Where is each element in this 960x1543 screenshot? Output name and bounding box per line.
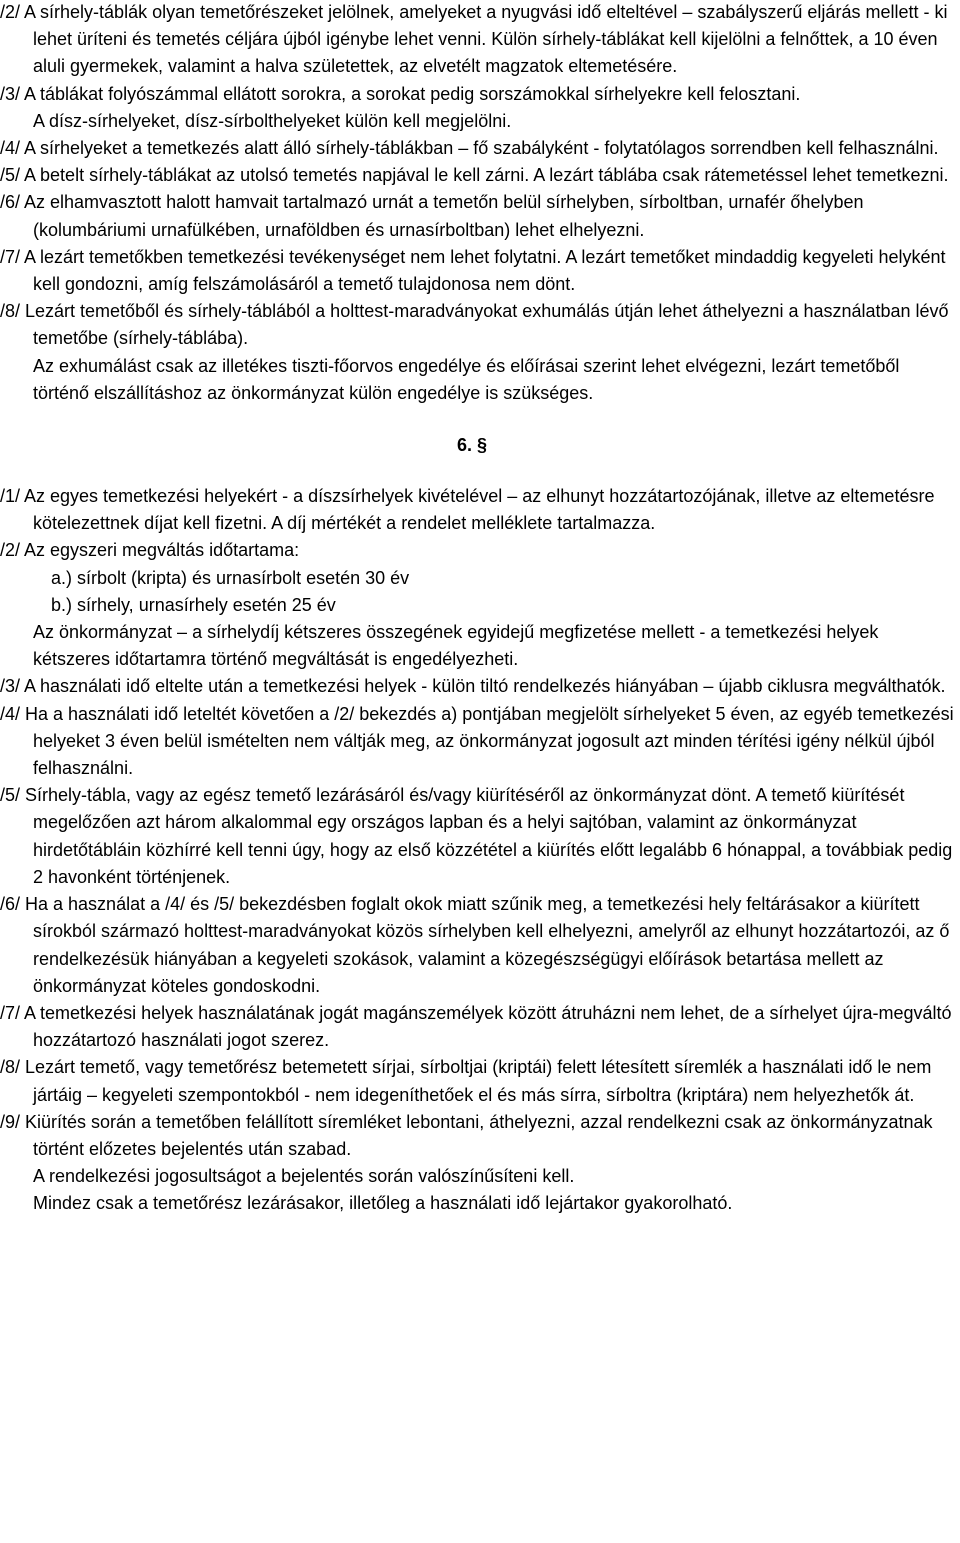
- section-paragraph-9-cont-1: A rendelkezési jogosultságot a bejelentés során valószínűsíteni kell.: [33, 1166, 575, 1187]
- paragraph-7: /7/ A lezárt temetőkben temetkezési tevékenységet nem lehet folytatni. A lezárt temetőket mindaddig kegyeleti helyként kell gondozni, amíg felszámolásáról a temető tulajdonosa nem dönt.: [0, 246, 946, 295]
- section-paragraph-4: /4/ Ha a használati idő leteltét követően a /2/ bekezdés a) pontjában megjelölt sírhelyeket 5 éven, az egyéb temetkezési helyeket 3 éven belül ismételten nem váltják meg, az önkormányzat jogosult azt minden térítési igény nélkül újból felhasználni.: [0, 703, 954, 779]
- section-paragraph-7: /7/ A temetkezési helyek használatának jogát magánszemélyek között átruházni nem lehet, de a sírhelyet újra-megváltó hozzátartozó használati jogot szerez.: [0, 1002, 952, 1051]
- section-paragraph-2-cont: Az önkormányzat – a sírhelydíj kétszeres összegének egyidejű megfizetése mellett - a temetkezési helyek kétszeres időtartamra történő megváltását is engedélyezheti.: [33, 622, 879, 670]
- paragraph-8: /8/ Lezárt temetőből és sírhely-táblából a holttest-maradványokat exhumálás útján lehet áthelyezni a használatban lévő temetőbe (sírhely-táblába).: [0, 301, 949, 349]
- section-paragraph-3: /3/ A használati idő eltelte után a temetkezési helyek - külön tiltó rendelkezés hiányában – újabb ciklusra megválthatók.: [0, 676, 946, 697]
- paragraph-4: /4/ A sírhelyeket a temetkezés alatt álló sírhely-táblákban – fő szabályként - folytatólagos sorrendben kell felhasználni.: [0, 138, 939, 159]
- section-paragraph-9-cont-2: Mindez csak a temetőrész lezárásakor, illetőleg a használati idő lejártakor gyakorolható.: [33, 1193, 733, 1214]
- paragraph-6: /6/ Az elhamvasztott halott hamvait tartalmazó urnát a temetőn belül sírhelyben, sírboltban, urnafér őhelyben (kolumbáriumi urnafülkében, urnaföldben és urnasírboltban) lehet elhelyezni.: [0, 192, 864, 240]
- section-heading: 6. §: [457, 435, 488, 456]
- paragraph-8-cont: Az exhumálást csak az illetékes tiszti-főorvos engedélye és előírásai szerint lehet elvégezni, lezárt temetőből történő elszállításhoz az önkormányzat külön engedélye is szükséges.: [33, 355, 900, 403]
- list-item-a: a.) sírbolt (kripta) és urnasírbolt esetén 30 év: [51, 567, 410, 588]
- list-item-b: b.) sírhely, urnasírhely esetén 25 év: [51, 594, 336, 615]
- section-paragraph-8: /8/ Lezárt temető, vagy temetőrész betemetett sírjai, sírboltjai (kriptái) felett létesített síremlék a használati idő le nem jártáig – kegyeleti szempontokból - nem idegeníthetőek el és más sírra, sírboltra (kriptára) nem helyezhetők át.: [0, 1057, 932, 1105]
- section-paragraph-5: /5/ Sírhely-tábla, vagy az egész temető lezárásáról és/vagy kiürítéséről az önkormányzat dönt. A temető kiürítését megelőzően azt három alkalommal egy országos lapban és a helyi sajtóban, valamint az önkormányzat hirdetőtábláin közhírré kell tenni úgy, hogy az első közzététel a kiürítés előtt legalább 6 hónappal, a továbbiak pedig 2 havonként történjenek.: [0, 785, 953, 887]
- section-paragraph-2: /2/ Az egyszeri megváltás időtartama:: [0, 540, 300, 561]
- paragraph-5: /5/ A betelt sírhely-táblákat az utolsó temetés napjával le kell zárni. A lezárt táblába csak rátemetéssel lehet temetkezni.: [0, 165, 949, 186]
- section-paragraph-6: /6/ Ha a használat a /4/ és /5/ bekezdésben foglalt okok miatt szűnik meg, a temetkezési hely feltárásakor a kiürített sírokból származó holttest-maradványokat közös sírhelyben kell elhelyezni, amelyről az elhunyt hozzátartozói, az ő rendelkezésük hiányában a kegyeleti szokások, valamint a közegészségügyi előírások betartása mellett az önkormányzat köteles gondoskodni.: [0, 894, 950, 996]
- paragraph-2: /2/ A sírhely-táblák olyan temetőrészeket jelölnek, amelyeket a nyugvási idő elteltével – szabályszerű eljárás mellett - ki lehet üríteni és temetés céljára újból igénybe lehet venni. Külön sírhely-táblákat kell kijelölni a felnőttek, a 10 éven aluli gyermekek, valamint a halva születettek, az elvetélt magzatok eltemetésére.: [0, 2, 948, 77]
- paragraph-3: /3/ A táblákat folyószámmal ellátott sorokra, a sorokat pedig sorszámokkal sírhelyekre kell felosztani.: [0, 83, 801, 104]
- section-paragraph-9: /9/ Kiürítés során a temetőben felállított síremléket lebontani, áthelyezni, azzal rendelkezni csak az önkormányzatnak történt előzetes bejelentés után szabad.: [0, 1111, 933, 1159]
- paragraph-3-cont: A dísz-sírhelyeket, dísz-sírbolthelyeket külön kell megjelölni.: [33, 110, 512, 131]
- section-paragraph-1: /1/ Az egyes temetkezési helyekért - a díszsírhelyek kivételével – az elhunyt hozzátartozójának, illetve az eltemetésre kötelezettnek díjat kell fizetni. A díj mértékét a rendelet melléklete tartalmazza.: [0, 486, 935, 534]
